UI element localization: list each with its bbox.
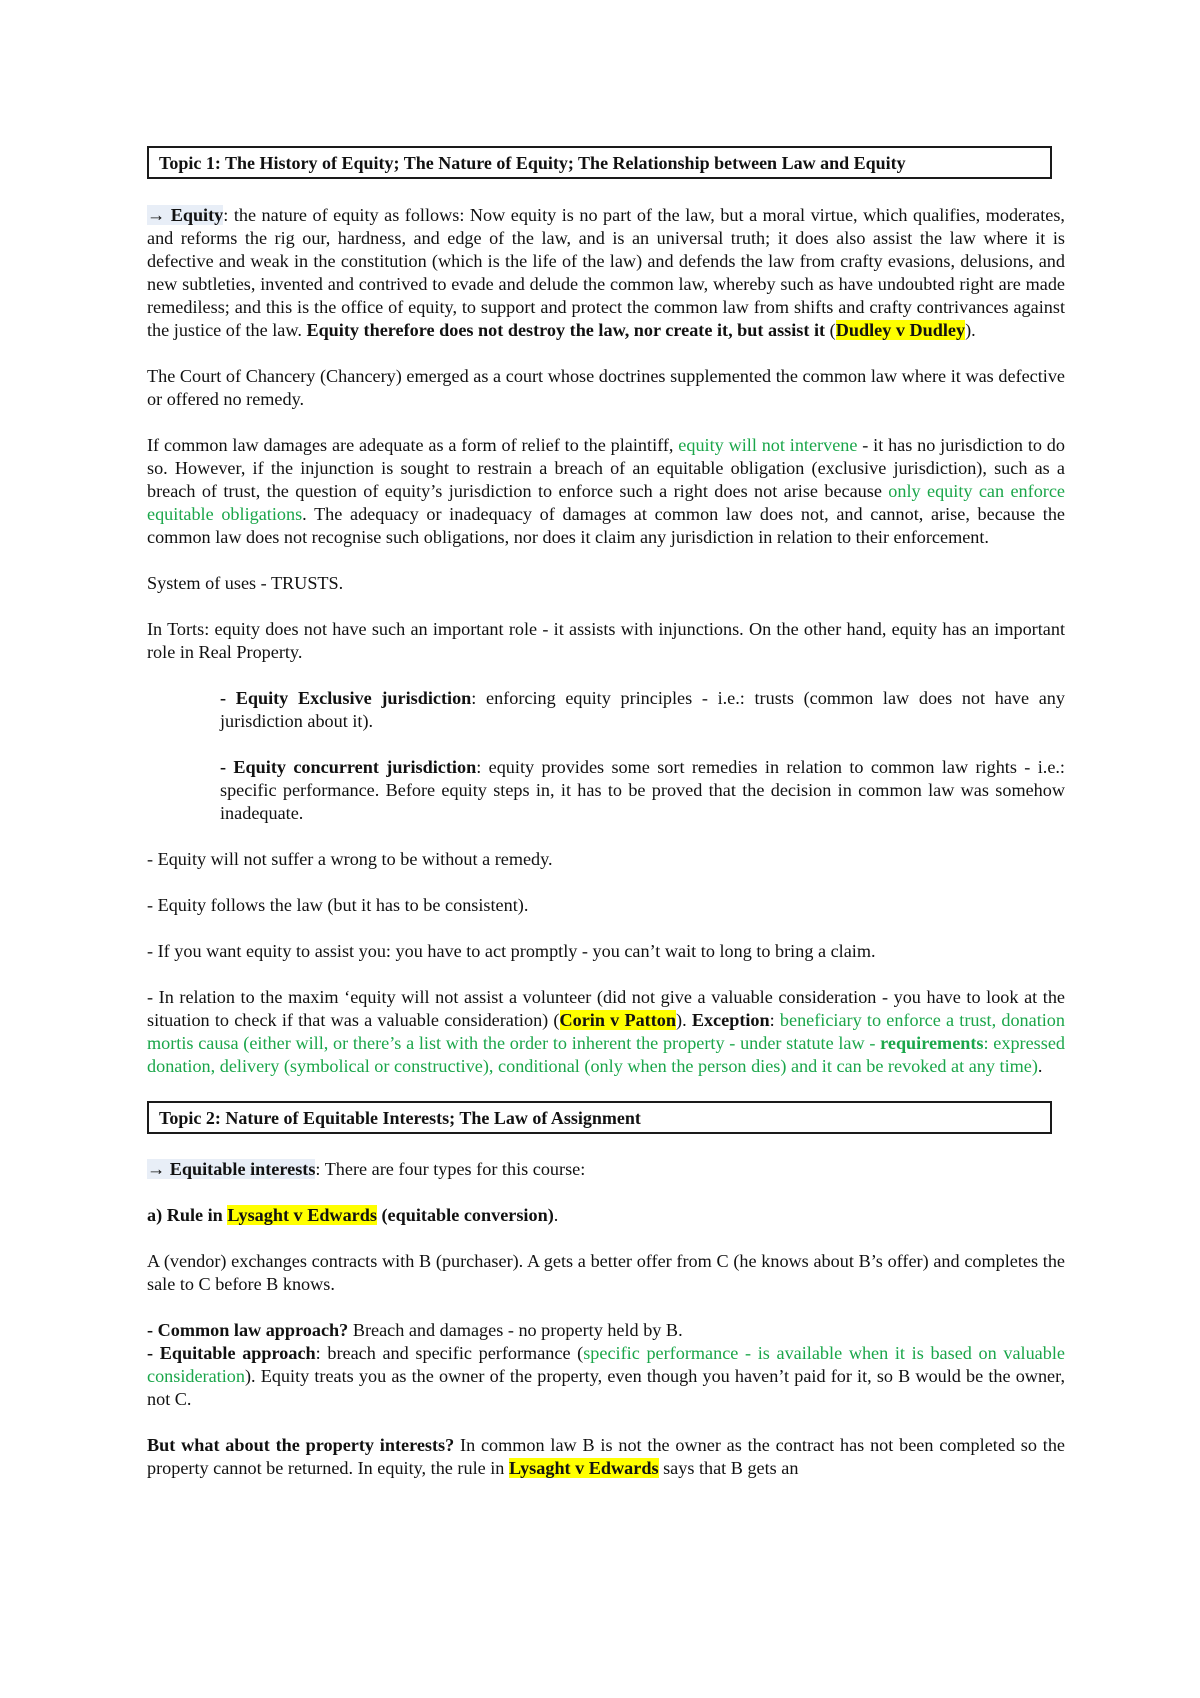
topic-2-heading: Topic 2: Nature of Equitable Interests; The Law of Assignment xyxy=(147,1101,1052,1134)
case-lysaght-2: Lysaght v Edwards xyxy=(508,1458,659,1478)
property-interests-paragraph: But what about the property interests? In common law B is not the owner as the contract has not been completed so the property cannot be returned. In equity, the rule in Lysaght v Edwards says that B gets an xyxy=(147,1435,1065,1478)
case-dudley: Dudley v Dudley xyxy=(835,320,966,340)
case-lysaght: Lysaght v Edwards xyxy=(227,1205,377,1225)
concurrent-jurisdiction-item: - Equity concurrent jurisdiction: equity provides some sort remedies in relation to common law rights - i.e.: specific performance. Before equity steps in, it has to be proved that the decision in common law was somehow inadequate. xyxy=(220,757,1065,823)
damages-paragraph: If common law damages are adequate as a form of relief to the plaintiff, equity will not intervene - it has no jurisdiction to do so. However, if the injunction is sought to restrain a breach of an equitable obligation (exclusive jurisdiction), such as a breach of trust, the question of equity’s jurisdiction to enforce such a right does not arise because only equity can enforce equitable obligations. The adequacy or inadequacy of damages at common law does not, and cannot, arise, because the common law does not recognise such obligations, nor does it claim any jurisdiction in relation to their enforcement. xyxy=(147,435,1065,547)
equitable-approach: - Equitable approach: breach and specific performance (specific performance - is available when it is based on valuable consideration). Equity treats you as the owner of the property, even though you haven’t paid for it, so B would be the owner, not C. xyxy=(147,1343,1065,1409)
maxim-promptly: - If you want equity to assist you: you have to act promptly - you can’t wait to long to bring a claim. xyxy=(147,941,876,961)
maxim-follows-law: - Equity follows the law (but it has to be consistent). xyxy=(147,895,529,915)
document-body xyxy=(147,146,1065,1503)
chancery-paragraph: The Court of Chancery (Chancery) emerged as a court whose doctrines supplemented the common law where it was defective or offered no remedy. xyxy=(147,366,1065,409)
equitable-interests-paragraph: → Equitable interests: There are four types for this course: xyxy=(147,1159,586,1179)
equity-definition-paragraph: → Equity: the nature of equity as follows: Now equity is no part of the law, but a moral virtue, which qualifies, moderates, and reforms the rig our, hardness, and edge of the law, and is an universal truth; it does also assist the law where it is defective and weak in the constitution (which is the life of the law) and defends the law from crafty evasions, delusions, and new subtleties, invented and contrived to evade and delude the common law, whereby such as have undoubted right are made remediless; and this is the office of equity, to support and protect the common law from shifts and crafty contrivances against the justice of the law. Equity therefore does not destroy the law, nor create it, but assist it (Dudley v Dudley). xyxy=(147,205,1065,340)
common-law-approach: - Common law approach? Breach and damages - no property held by B. xyxy=(147,1320,683,1340)
case-corin-patton: Corin v Patton xyxy=(559,1010,677,1030)
torts-paragraph: In Torts: equity does not have such an important role - it assists with injunctions. On the other hand, equity has an important role in Real Property. xyxy=(147,619,1065,662)
maxim-volunteer: - In relation to the maxim ‘equity will not assist a volunteer (did not give a valuable consideration - you have to look at the situation to check if that was a valuable consideration) (Corin v Patton). Exception: beneficiary to enforce a trust, donation mortis causa (either will, or there’s a list with the order to inherent the property - under statute law - requirements: expressed donation, delivery (symbolical or constructive), conditional (only when the person dies) and it can be revoked at any time). xyxy=(147,987,1065,1076)
rule-lysaght-heading: a) Rule in Lysaght v Edwards (equitable conversion). xyxy=(147,1205,559,1225)
exclusive-jurisdiction-item: - Equity Exclusive jurisdiction: enforcing equity principles - i.e.: trusts (common law does not have any jurisdiction about it). xyxy=(220,688,1065,731)
uses-paragraph: System of uses - TRUSTS. xyxy=(147,573,344,593)
maxim-remedy: - Equity will not suffer a wrong to be without a remedy. xyxy=(147,849,553,869)
equity-lead: → Equity xyxy=(147,205,224,225)
vendor-example-paragraph: A (vendor) exchanges contracts with B (purchaser). A gets a better offer from C (he knows about B’s offer) and completes the sale to C before B knows. xyxy=(147,1251,1065,1294)
topic-1-heading: Topic 1: The History of Equity; The Nature of Equity; The Relationship between Law and Equity xyxy=(147,146,1052,179)
